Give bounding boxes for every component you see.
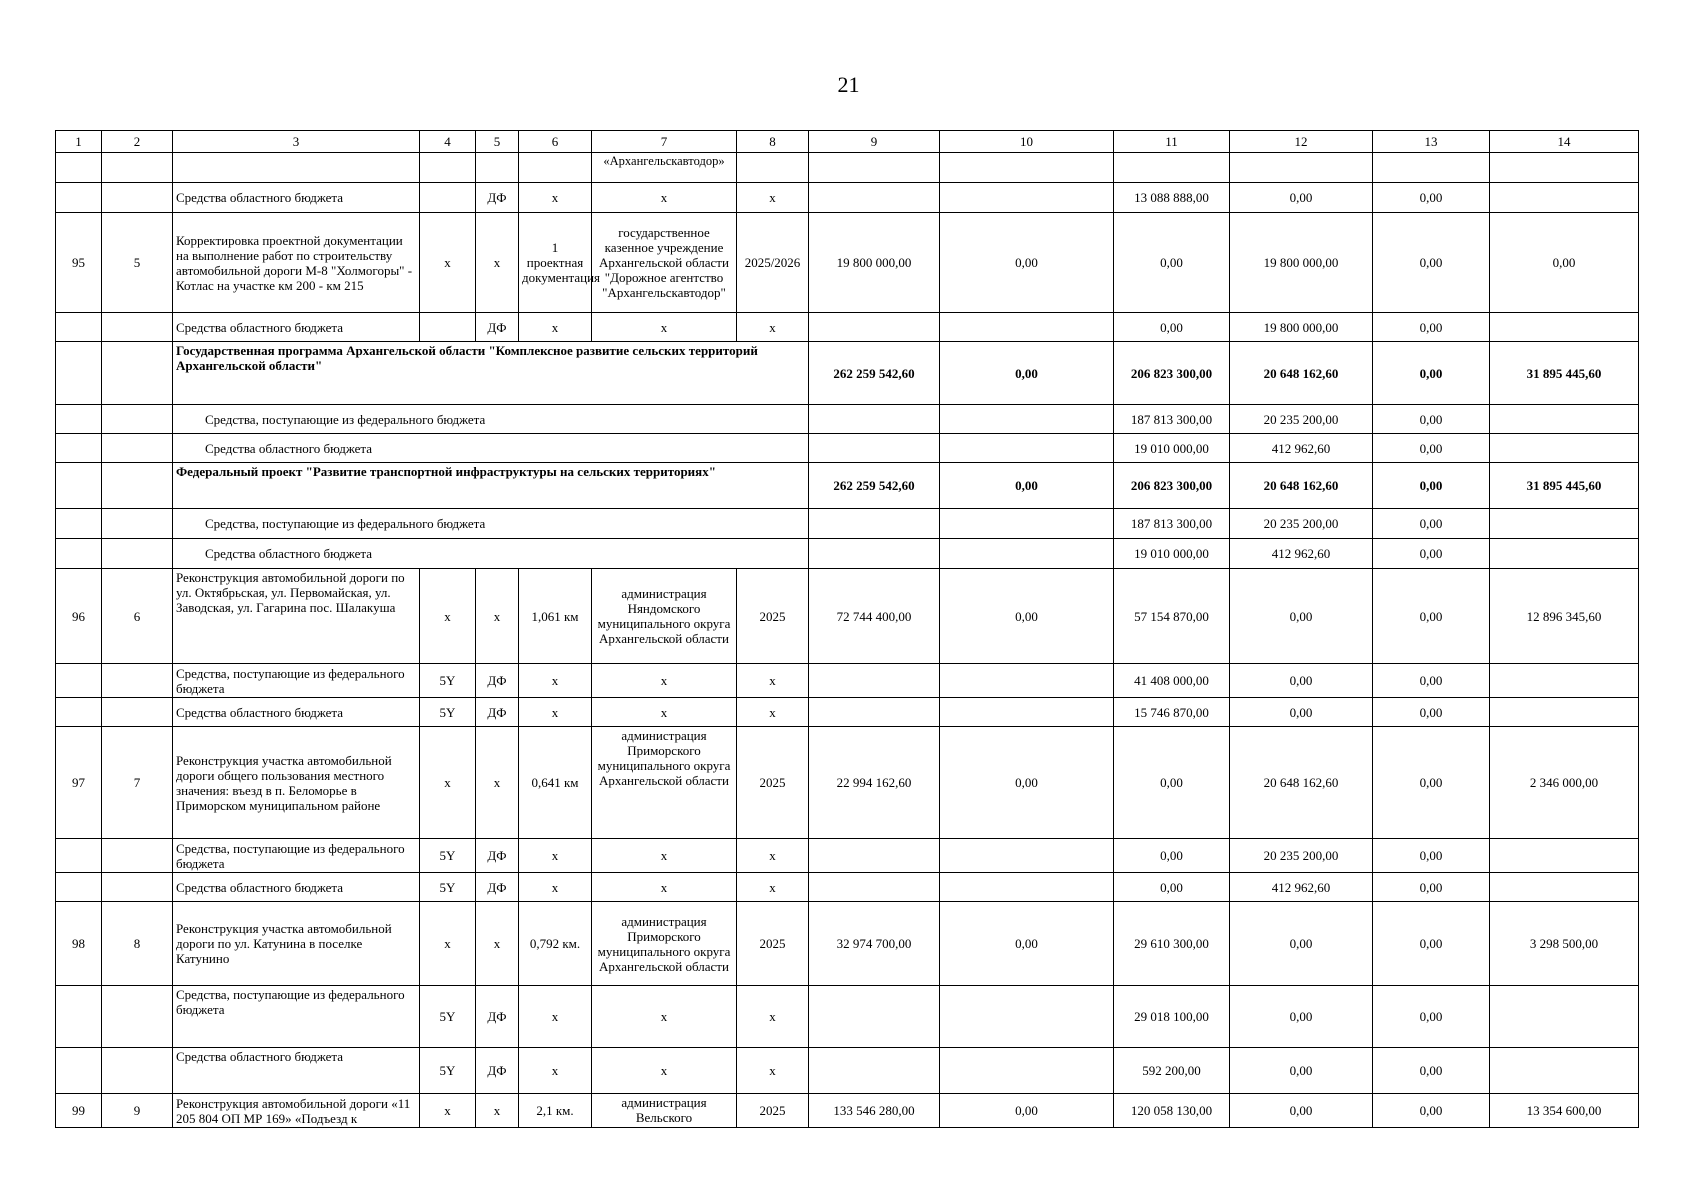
cell-amount: 0,00 <box>1230 902 1373 986</box>
table-row <box>56 153 1639 183</box>
cell-subnumber: 8 <box>102 902 173 986</box>
cell-period: 2025 <box>737 1094 809 1128</box>
cell-amount: 0,00 <box>1373 539 1490 569</box>
cell-period: 2025/2026 <box>737 213 809 313</box>
cell-amount: 0,00 <box>1373 698 1490 727</box>
cell-period: х <box>737 839 809 873</box>
cell-amount: 133 546 280,00 <box>809 1094 940 1128</box>
cell-source: ДФ <box>476 986 519 1048</box>
cell-name: Средства, поступающие из федерального бюджета <box>173 664 420 698</box>
cell-amount: 592 200,00 <box>1114 1048 1230 1094</box>
cell-number: 95 <box>56 213 102 313</box>
cell-amount: 0,00 <box>940 342 1114 405</box>
cell-amount: 0,00 <box>1114 727 1230 839</box>
cell-code: х <box>420 1094 476 1128</box>
cell-subnumber: 6 <box>102 569 173 664</box>
cell-amount: 20 648 162,60 <box>1230 727 1373 839</box>
cell-amount: 0,00 <box>1373 569 1490 664</box>
cell-code: 5Y <box>420 839 476 873</box>
cell-amount: 3 298 500,00 <box>1490 902 1639 986</box>
table-row <box>56 405 1639 434</box>
cell-source: ДФ <box>476 873 519 902</box>
cell-volume: х <box>519 698 592 727</box>
column-header-row <box>56 131 1639 153</box>
cell-executor: х <box>592 698 737 727</box>
cell-amount: 0,00 <box>1373 839 1490 873</box>
cell-amount: 0,00 <box>1373 1094 1490 1128</box>
cell-executor: х <box>592 986 737 1048</box>
program-title: Государственная программа Архангельской области "Комплексное развитие сельских территорий Архангельской области" <box>173 342 809 405</box>
cell-amount: 0,00 <box>1230 986 1373 1048</box>
cell-amount: 0,00 <box>1373 405 1490 434</box>
cell-period: х <box>737 664 809 698</box>
cell-amount: 0,00 <box>940 902 1114 986</box>
cell-volume: 0,641 км <box>519 727 592 839</box>
column-header: 9 <box>809 131 940 153</box>
cell-amount: 0,00 <box>1230 1094 1373 1128</box>
cell-amount: 0,00 <box>1230 698 1373 727</box>
cell-source: х <box>476 902 519 986</box>
cell-amount: 120 058 130,00 <box>1114 1094 1230 1128</box>
cell-amount: 31 895 445,60 <box>1490 342 1639 405</box>
cell-amount: 187 813 300,00 <box>1114 509 1230 539</box>
cell-code: х <box>420 213 476 313</box>
cell-amount: 19 800 000,00 <box>809 213 940 313</box>
table-row <box>56 1094 1639 1128</box>
column-header: 11 <box>1114 131 1230 153</box>
program-row <box>56 342 1639 405</box>
cell-amount: 31 895 445,60 <box>1490 463 1639 509</box>
cell-volume: х <box>519 664 592 698</box>
cell-period: х <box>737 313 809 342</box>
cell-amount: 0,00 <box>1373 434 1490 463</box>
column-header: 5 <box>476 131 519 153</box>
cell-amount: 13 088 888,00 <box>1114 183 1230 213</box>
project-title: Федеральный проект "Развитие транспортной инфраструктуры на сельских территориях" <box>173 463 809 509</box>
table-row <box>56 986 1639 1048</box>
table-row <box>56 1048 1639 1094</box>
cell-amount: 0,00 <box>1373 1048 1490 1094</box>
cell-volume: х <box>519 986 592 1048</box>
table-row <box>56 313 1639 342</box>
table-row <box>56 539 1639 569</box>
cell-period: 2025 <box>737 727 809 839</box>
cell-name: Средства, поступающие из федерального бюджета <box>173 986 420 1048</box>
cell-number: 97 <box>56 727 102 839</box>
cell-name: Средства областного бюджета <box>173 698 420 727</box>
cell-amount: 0,00 <box>940 569 1114 664</box>
cell-amount: 57 154 870,00 <box>1114 569 1230 664</box>
cell-name: Реконструкция автомобильной дороги «11 205 804 ОП МР 169» «Подъезд к <box>173 1094 420 1128</box>
cell-number: 99 <box>56 1094 102 1128</box>
cell-name: Средства, поступающие из федерального бюджета <box>173 839 420 873</box>
cell-number: 98 <box>56 902 102 986</box>
cell-source: ДФ <box>476 1048 519 1094</box>
cell-amount: 0,00 <box>1114 873 1230 902</box>
cell-executor: х <box>592 1048 737 1094</box>
cell-volume: 0,792 км. <box>519 902 592 986</box>
cell-amount: 0,00 <box>1373 342 1490 405</box>
cell-executor: администрация Приморского муниципального округа Архангельской области <box>592 727 737 839</box>
cell-volume: х <box>519 839 592 873</box>
cell-source: ДФ <box>476 839 519 873</box>
table-row <box>56 569 1639 664</box>
cell-source: х <box>476 213 519 313</box>
cell-amount: 19 010 000,00 <box>1114 539 1230 569</box>
cell-code: х <box>420 569 476 664</box>
cell-code: 5Y <box>420 873 476 902</box>
cell-amount: 0,00 <box>940 727 1114 839</box>
cell-executor: администрация Вельского <box>592 1094 737 1128</box>
cell-code: х <box>420 902 476 986</box>
cell-amount: 0,00 <box>1373 727 1490 839</box>
cell-amount: 20 235 200,00 <box>1230 839 1373 873</box>
cell-amount: 0,00 <box>1114 213 1230 313</box>
cell-amount: 0,00 <box>1373 902 1490 986</box>
cell-amount: 206 823 300,00 <box>1114 463 1230 509</box>
cell-executor: администрация Приморского муниципального округа Архангельской области <box>592 902 737 986</box>
cell-volume: 1 проектная документация <box>519 213 592 313</box>
cell-amount: 412 962,60 <box>1230 873 1373 902</box>
table-row <box>56 213 1639 313</box>
cell-amount: 20 235 200,00 <box>1230 509 1373 539</box>
cell-name: Реконструкция автомобильной дороги по ул. Октябрьская, ул. Первомайская, ул. Заводская, ул. Гагарина пос. Шалакуша <box>173 569 420 664</box>
cell-amount: 29 610 300,00 <box>1114 902 1230 986</box>
cell-amount: 206 823 300,00 <box>1114 342 1230 405</box>
cell-amount: 0,00 <box>940 213 1114 313</box>
cell-period: х <box>737 1048 809 1094</box>
cell-period: 2025 <box>737 902 809 986</box>
column-header: 4 <box>420 131 476 153</box>
column-header: 14 <box>1490 131 1639 153</box>
cell-amount: 19 010 000,00 <box>1114 434 1230 463</box>
table-row <box>56 873 1639 902</box>
cell-amount: 412 962,60 <box>1230 539 1373 569</box>
cell-executor: администрация Няндомского муниципального округа Архангельской области <box>592 569 737 664</box>
table-row <box>56 902 1639 986</box>
cell-amount: 0,00 <box>1230 183 1373 213</box>
column-header: 3 <box>173 131 420 153</box>
cell-amount: 187 813 300,00 <box>1114 405 1230 434</box>
funding-source: Средства областного бюджета <box>173 539 809 569</box>
cell-executor: государственное казенное учреждение Архангельской области "Дорожное агентство "Архангельскавтодор" <box>592 213 737 313</box>
cell-period: х <box>737 873 809 902</box>
budget-table <box>55 130 1639 1128</box>
cell-amount: 15 746 870,00 <box>1114 698 1230 727</box>
funding-source: Средства, поступающие из федерального бюджета <box>173 509 809 539</box>
column-header: 10 <box>940 131 1114 153</box>
cell-amount: 0,00 <box>1230 1048 1373 1094</box>
cell-amount: 22 994 162,60 <box>809 727 940 839</box>
cell-number: 96 <box>56 569 102 664</box>
cell-subnumber: 7 <box>102 727 173 839</box>
cell-amount: 0,00 <box>1373 664 1490 698</box>
cell-name: Средства областного бюджета <box>173 313 420 342</box>
table-row <box>56 727 1639 839</box>
cell-executor: х <box>592 873 737 902</box>
cell-amount: 0,00 <box>1230 569 1373 664</box>
cell-amount: 0,00 <box>1373 463 1490 509</box>
cell-amount: 0,00 <box>1373 213 1490 313</box>
column-header: 6 <box>519 131 592 153</box>
column-header: 1 <box>56 131 102 153</box>
cell-amount: 20 648 162,60 <box>1230 342 1373 405</box>
cell-amount: 0,00 <box>1230 664 1373 698</box>
cell-amount: 412 962,60 <box>1230 434 1373 463</box>
cell-amount: 0,00 <box>1490 213 1639 313</box>
table-row <box>56 434 1639 463</box>
cell-volume: х <box>519 183 592 213</box>
cell-volume: х <box>519 1048 592 1094</box>
cell-period: 2025 <box>737 569 809 664</box>
cell-amount: 19 800 000,00 <box>1230 213 1373 313</box>
cell-subnumber: 9 <box>102 1094 173 1128</box>
cell-amount: 29 018 100,00 <box>1114 986 1230 1048</box>
cell-amount: 0,00 <box>1114 313 1230 342</box>
cell-name: Средства областного бюджета <box>173 1048 420 1094</box>
cell-source: х <box>476 1094 519 1128</box>
cell-executor: х <box>592 839 737 873</box>
cell-amount: 0,00 <box>940 463 1114 509</box>
cell-period: х <box>737 183 809 213</box>
column-header: 12 <box>1230 131 1373 153</box>
cell-amount: 41 408 000,00 <box>1114 664 1230 698</box>
cell-amount: 32 974 700,00 <box>809 902 940 986</box>
cell-amount: 0,00 <box>1373 313 1490 342</box>
table-row <box>56 839 1639 873</box>
cell-name: Реконструкция участка автомобильной дороги по ул. Катунина в поселке Катунино <box>173 902 420 986</box>
table-row <box>56 509 1639 539</box>
cell-amount: 0,00 <box>940 1094 1114 1128</box>
cell-name: Средства областного бюджета <box>173 183 420 213</box>
cell-amount: 0,00 <box>1373 873 1490 902</box>
funding-source: Средства, поступающие из федерального бюджета <box>173 405 809 434</box>
cell-code: х <box>420 727 476 839</box>
table-row <box>56 664 1639 698</box>
project-row <box>56 463 1639 509</box>
cell-name: Реконструкция участка автомобильной дороги общего пользования местного значения: въезд в п. Беломорье в Приморском муниципальном районе <box>173 727 420 839</box>
cell-amount: 0,00 <box>1373 509 1490 539</box>
cell-volume: 1,061 км <box>519 569 592 664</box>
cell-volume: 2,1 км. <box>519 1094 592 1128</box>
column-header: 7 <box>592 131 737 153</box>
cell-volume: х <box>519 313 592 342</box>
cell-subnumber: 5 <box>102 213 173 313</box>
cell-amount: 19 800 000,00 <box>1230 313 1373 342</box>
cell-amount: 72 744 400,00 <box>809 569 940 664</box>
cell-source: ДФ <box>476 664 519 698</box>
cell-amount: 20 648 162,60 <box>1230 463 1373 509</box>
cell-name: Средства областного бюджета <box>173 873 420 902</box>
funding-source: Средства областного бюджета <box>173 434 809 463</box>
column-header: 8 <box>737 131 809 153</box>
column-header: 13 <box>1373 131 1490 153</box>
cell-amount: 262 259 542,60 <box>809 463 940 509</box>
cell-executor: х <box>592 183 737 213</box>
cell-executor: х <box>592 313 737 342</box>
cell-source: х <box>476 727 519 839</box>
cell-amount: 262 259 542,60 <box>809 342 940 405</box>
cell-executor: х <box>592 664 737 698</box>
cell-amount: 0,00 <box>1373 183 1490 213</box>
table-row <box>56 698 1639 727</box>
table-row <box>56 183 1639 213</box>
cell-code: 5Y <box>420 1048 476 1094</box>
cell-period: х <box>737 986 809 1048</box>
cell-source: ДФ <box>476 313 519 342</box>
cell-amount: 13 354 600,00 <box>1490 1094 1639 1128</box>
page-number: 21 <box>837 72 860 97</box>
cell-source: х <box>476 569 519 664</box>
column-header: 2 <box>102 131 173 153</box>
cell-code: 5Y <box>420 986 476 1048</box>
cell-code: 5Y <box>420 664 476 698</box>
cell-period: х <box>737 698 809 727</box>
cell-name: Корректировка проектной документации на выполнение работ по строительству автомобильной дороги М-8 "Холмогоры" - Котлас на участке км 200 - км 215 <box>173 213 420 313</box>
cell-source: ДФ <box>476 183 519 213</box>
cell-amount: 2 346 000,00 <box>1490 727 1639 839</box>
cell-amount: 0,00 <box>1373 986 1490 1048</box>
cell-source: ДФ <box>476 698 519 727</box>
cell-amount: 12 896 345,60 <box>1490 569 1639 664</box>
cell-code: 5Y <box>420 698 476 727</box>
cell-amount: 0,00 <box>1114 839 1230 873</box>
cell-amount: 20 235 200,00 <box>1230 405 1373 434</box>
cell-volume: х <box>519 873 592 902</box>
cell-executor: «Архангельскавтодор» <box>592 153 737 183</box>
